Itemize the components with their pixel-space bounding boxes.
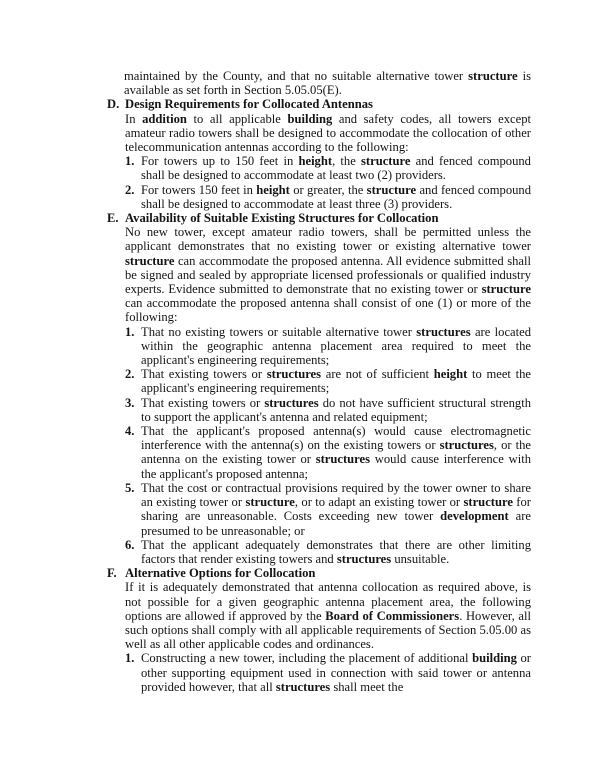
item-number: 1. (125, 651, 135, 666)
section-body (125, 580, 531, 651)
text-run: is available as set forth in Section 5.05.05(E). (124, 69, 531, 98)
keyword: structures (264, 395, 319, 410)
text-run: for sharing are unreasonable. Costs exceeding new tower (141, 495, 531, 524)
section-letter: E. (107, 211, 119, 226)
item-number: 2. (125, 182, 135, 197)
text-run: shall meet the (330, 679, 404, 694)
text-run: That no existing towers or suitable alternative tower (141, 324, 417, 339)
page-content (106, 69, 531, 694)
item-number: 3. (125, 395, 135, 410)
keyword: addition (142, 111, 187, 126)
section-body (125, 225, 531, 324)
keyword: structures (315, 452, 371, 467)
keyword: structure (463, 495, 513, 510)
list-item (125, 424, 531, 481)
text-run: For towers up to 150 feet in (141, 154, 299, 169)
keyword: structures (266, 367, 322, 382)
section-e (106, 211, 531, 566)
intro-paragraph (106, 69, 531, 97)
item-number: 5. (125, 480, 135, 495)
text-run: can accommodate the proposed antenna. All evidence submitted shall be signed and sealed by appropriate licensed professionals or qualified industry experts. Evidence submitted to demonstrate that no existing tower or (125, 253, 531, 297)
text-run: maintained by the County, and that no suitable alternative tower (124, 69, 469, 83)
text-run: That the applicant adequately demonstrates that there are other limiting factors that render existing towers and (141, 537, 531, 566)
text-run: would cause interference with the applicant's proposed antenna; (141, 452, 531, 481)
item-number: 1. (125, 154, 135, 169)
keyword: structures (439, 438, 494, 453)
text-run: No new tower, except amateur radio towers, shall be permitted unless the applicant demonstrates that no existing tower or existing alternative tower (125, 225, 531, 254)
text-run: Constructing a new tower, including the placement of additional (141, 651, 473, 666)
item-number: 4. (125, 424, 135, 439)
list-item (125, 396, 531, 424)
section-title: Design Requirements for Collocated Antennas (125, 97, 373, 112)
section-letter: F. (107, 566, 117, 581)
list-item (125, 367, 531, 395)
text-run: or other supporting equipment used in connection with said tower or antenna provided however, that all (141, 651, 531, 694)
list-item (125, 538, 531, 566)
list-item (125, 481, 531, 538)
text-run: . However, all such options shall comply with all applicable requirements of Section 5.05.00 as well as all other applicable codes and ordinances. (125, 608, 531, 652)
text-run: and fenced compound shall be designed to accommodate at least two (2) providers. (141, 154, 531, 183)
text-run: to meet the applicant's engineering requirements; (141, 367, 531, 396)
keyword: structures (275, 679, 331, 694)
text-run: to all applicable (186, 111, 288, 126)
keyword: structure (361, 154, 411, 169)
text-run: , or to adapt an existing tower or (294, 495, 464, 510)
keyword: structure (468, 69, 518, 83)
list-item (125, 154, 531, 182)
section-title: Alternative Options for Collocation (125, 566, 316, 581)
item-number: 1. (125, 324, 135, 339)
section-title: Availability of Suitable Existing Structures for Collocation (125, 211, 439, 226)
keyword: height (256, 182, 290, 197)
text-run: are located within the geographic antenna placement area required to meet the applicant's engineering requirements; (141, 324, 532, 368)
text-run: unsuitable. (391, 551, 450, 566)
keyword: structures (336, 551, 392, 566)
text-run: That the applicant's proposed antenna(s) would cause electromagnetic interference with the antenna(s) on the existing towers or (141, 424, 531, 453)
keyword: Board of Commissioners (325, 608, 460, 623)
text-run: , the (332, 154, 362, 169)
text-run: do not have sufficient structural strength to support the applicant's antenna and related equipment; (141, 395, 531, 424)
item-number: 2. (125, 367, 135, 382)
keyword: height (433, 367, 468, 382)
text-run: and safety codes, all towers except amateur radio towers shall be designed to accommodate the collocation of other telecommunication antennas according to the following: (125, 111, 531, 155)
text-run: and fenced compound shall be designed to accommodate at least three (3) providers. (141, 182, 532, 211)
keyword: structure (366, 182, 417, 197)
list-item (125, 325, 531, 368)
item-number: 6. (125, 537, 135, 552)
text-run: , or the antenna on the existing tower or (141, 438, 531, 467)
text-run: In (125, 111, 143, 126)
section-heading (107, 211, 531, 225)
section-letter: D. (107, 97, 120, 112)
section-f (106, 566, 531, 694)
text-run: For towers 150 feet in (141, 182, 257, 197)
keyword: height (298, 154, 333, 169)
list-item (125, 651, 531, 694)
text-run: can accommodate the proposed antenna shall consist of one (1) or more of the following: (125, 296, 531, 325)
keyword: building (472, 651, 517, 666)
keyword: building (287, 111, 333, 126)
section-d (106, 97, 531, 211)
text-run: That existing towers or (141, 367, 267, 382)
section-heading (107, 97, 531, 111)
section-body (125, 112, 531, 155)
keyword: structure (245, 495, 295, 510)
section-heading (107, 566, 531, 580)
text-run: That existing towers or (141, 395, 265, 410)
text-run: If it is adequately demonstrated that antenna collocation as required above, is not possible for a given geographic antenna placement area, the following options are allowed if approved by the (125, 580, 531, 623)
keyword: development (440, 509, 509, 524)
text-run: That the cost or contractual provisions required by the tower owner to share an existing tower or (141, 480, 531, 510)
keyword: structures (416, 324, 471, 339)
list-item (125, 183, 531, 211)
text-run: or greater, the (289, 182, 367, 197)
text-run: are presumed to be unreasonable; or (141, 509, 531, 538)
text-run: are not of sufficient (321, 367, 434, 382)
keyword: structure (125, 253, 175, 268)
keyword: structure (481, 282, 531, 297)
